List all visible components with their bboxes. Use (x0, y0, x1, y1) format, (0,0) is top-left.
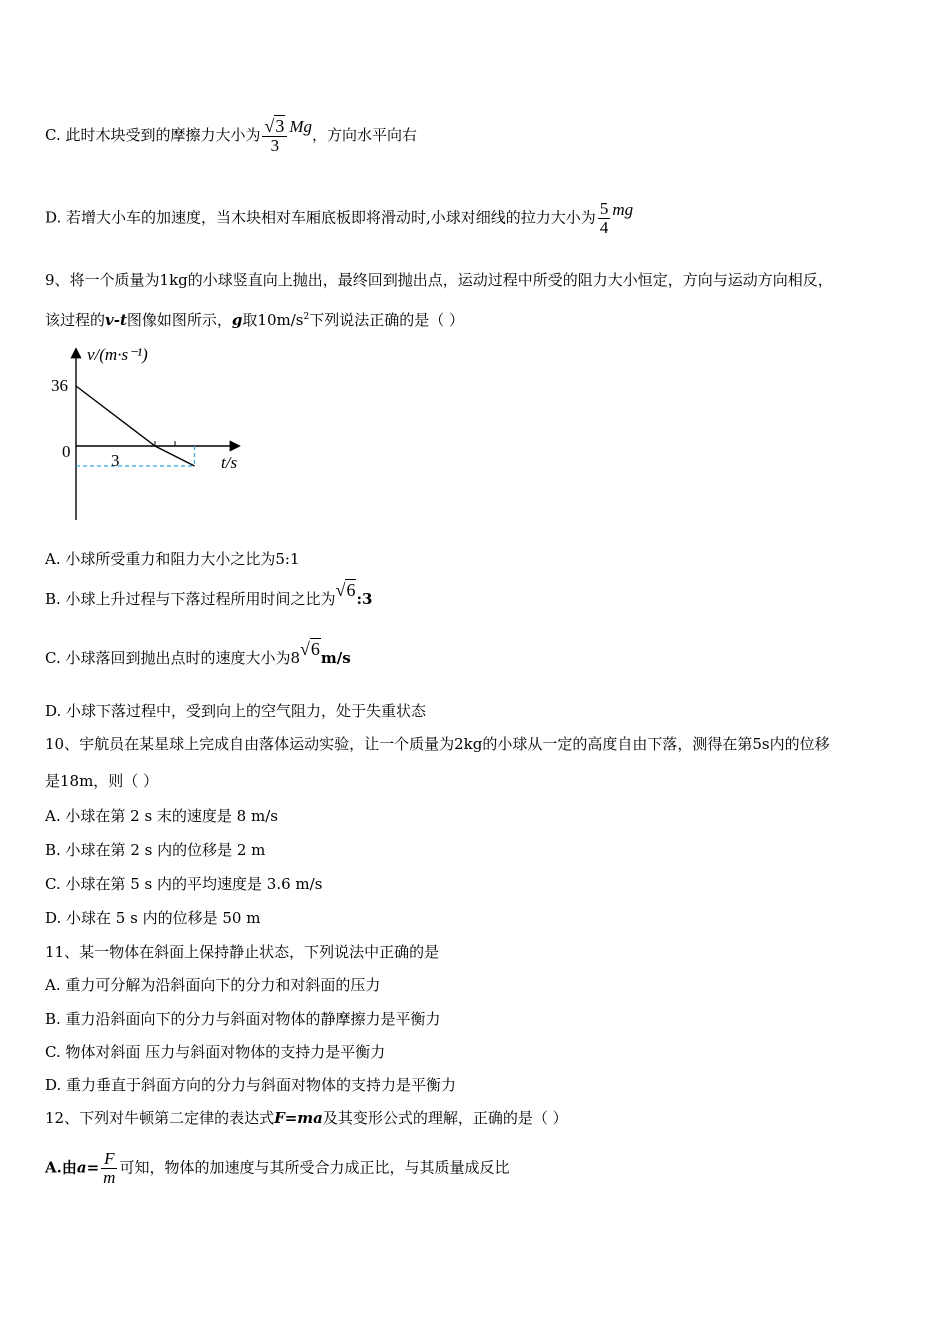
q11-stem: 11、某一物体在斜面上保持静止状态，下列说法中正确的是 (45, 943, 440, 961)
q12-a-fraction: $\frac{F}{m}$ (103, 1149, 116, 1187)
q12-stem: 12、下列对牛顿第二定律的表达式F=ma及其变形公式的理解，正确的是（ ） (45, 1109, 568, 1127)
sqrt-symbol: √3 (264, 116, 285, 136)
q10-option-c: C. 小球在第 5 s 内的平均速度是 3.6 m/s (45, 875, 323, 893)
q10-option-d: D. 小球在 5 s 内的位移是 50 m (45, 909, 261, 927)
g-label: g (231, 311, 243, 329)
q9-stem-line2: 该过程的v-t图像如图所示，g取$10m/s^2$下列说法正确的是（ ） (45, 311, 464, 329)
q8-d-prefix: D. 若增大小车的加速度，当木块相对车厢底板即将滑动时,小球对细线的拉力大小为 (45, 208, 596, 227)
q9-option-d: D. 小球下落过程中，受到向上的空气阻力，处于失重状态 (45, 702, 427, 720)
q11-option-c: C. 物体对斜面 压力与斜面对物体的支持力是平衡力 (45, 1043, 386, 1061)
q11-option-d: D. 重力垂直于斜面方向的分力与斜面对物体的支持力是平衡力 (45, 1076, 457, 1094)
y-tick-36: 36 (51, 376, 68, 395)
q8-d-expr: mg (612, 199, 634, 219)
q8-c-expr: Mg (289, 117, 313, 136)
q8-c-fraction: $\frac{√3}{3}$ (262, 117, 287, 155)
q10-option-b: B. 小球在第 2 s 内的位移是 2 m (45, 841, 266, 859)
q10-stem-line1: 10、宇航员在某星球上完成自由落体运动实验，让一个质量为2kg的小球从一定的高度自由下落，测得在第5s内的位移 (45, 735, 830, 753)
vt-graph (45, 338, 255, 523)
q10-option-a: A. 小球在第 2 s 末的速度是 8 m/s (45, 807, 278, 825)
q9-stem-line1: 9、将一个质量为1kg的小球竖直向上抛出，最终回到抛出点，运动过程中所受的阻力大小恒定，方向与运动方向相反， (45, 271, 833, 289)
q12-option-a: A.由a= $\frac{F}{m}$ 可知，物体的加速度与其所受合力成正比，与其质量成反比 (45, 1149, 510, 1187)
sqrt-symbol: √6 (335, 580, 356, 600)
vt-label: v-t (105, 311, 127, 329)
x-axis-label: t/s (221, 453, 238, 472)
y-tick-0: 0 (62, 442, 71, 461)
q8-option-c (45, 117, 417, 155)
formula-f-ma: F=ma (274, 1109, 323, 1127)
sqrt-symbol: √6 (300, 639, 320, 659)
q9-option-a: A. 小球所受重力和阻力大小之比为5:1 (45, 550, 300, 568)
q9-option-b: B. 小球上升过程与下落过程所用时间之比为√6:3 (45, 580, 373, 608)
q11-option-b: B. 重力沿斜面向下的分力与斜面对物体的静摩擦力是平衡力 (45, 1010, 441, 1028)
q8-option-d (45, 200, 633, 237)
q8-c-prefix: C. 此时木块受到的摩擦力大小为 (45, 126, 261, 144)
q8-c-suffix: ，方向水平向右 (312, 126, 418, 144)
q9-option-c: C. 小球落回到抛出点时的速度大小为8√6m/s (45, 639, 351, 667)
velocity-series-line (76, 386, 195, 466)
q10-stem-line2: 是18m，则（ ） (45, 772, 159, 790)
y-axis-label: v/(m·s⁻¹) (87, 345, 148, 364)
q8-d-fraction: $\frac{5}{4}$ (599, 199, 609, 237)
q11-option-a: A. 重力可分解为沿斜面向下的分力和对斜面的压力 (45, 976, 381, 994)
x-tick-label-3: 3 (111, 451, 120, 470)
